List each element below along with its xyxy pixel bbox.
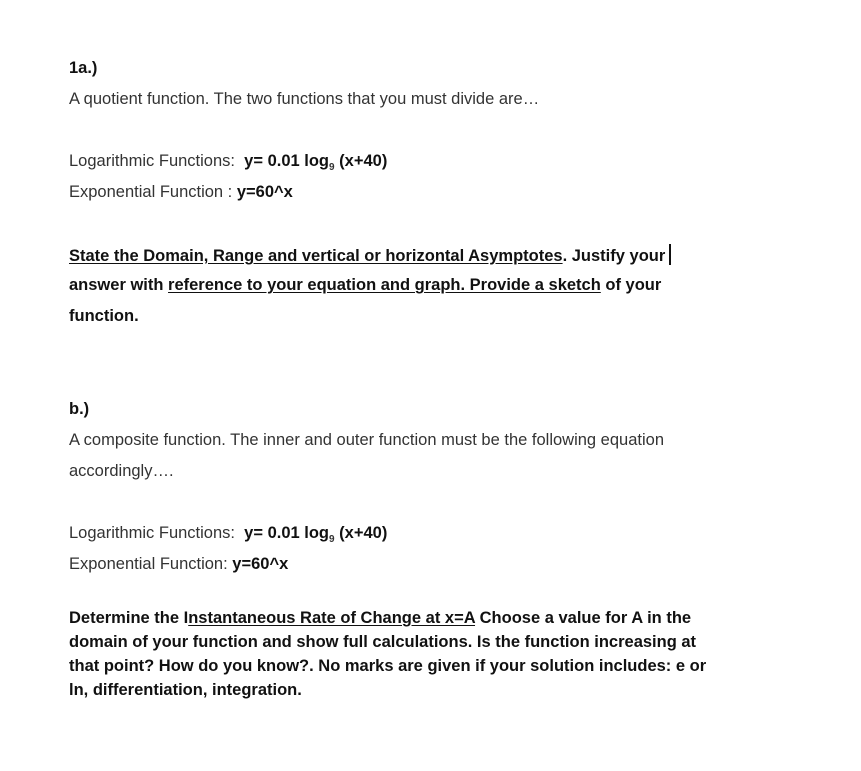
exp-equation: y=60^x [232,555,289,573]
log-base: 9 [329,534,335,545]
part-b-task-line-1 [69,608,691,628]
task-underlined-1: nstantaneous Rate of Change at x=A [188,609,476,627]
task-text-2: answer with [69,276,169,294]
part-b-intro-line-2: accordingly…. [69,462,174,480]
part-b-heading: b.) [69,400,90,418]
part-a-exp-function [69,182,293,202]
part-b-task-line-4: ln, differentiation, integration. [69,681,302,699]
exp-equation: y=60^x [236,183,293,201]
part-a-intro: A quotient function. The two functions that you must divide are… [69,90,540,108]
task-underlined-2: reference to your equation and graph. Provide a sketch [168,276,601,294]
exp-label: Exponential Function : [69,183,233,201]
part-b-intro-line-1: A composite function. The inner and outer function must be the following equation [69,431,664,449]
part-a-task-line-2 [69,275,661,295]
task-text-3: of your [600,276,662,294]
part-b-log-function [69,523,387,546]
part-a-task-line-1 [69,244,671,266]
log-base: 9 [329,162,335,173]
task-underlined-1: State the Domain, Range and vertical or horizontal Asymptotes [69,247,563,265]
log-equation-prefix: y= 0.01 log [244,152,330,170]
part-a-task-line-3: function. [69,307,139,325]
part-a-heading: 1a.) [69,59,98,77]
part-b-task-line-2: domain of your function and show full calculations. Is the function increasing at [69,633,697,651]
task-text-2: Choose a value for A in the [475,609,692,627]
log-label: Logarithmic Functions: [69,152,235,170]
log-equation-prefix: y= 0.01 log [244,524,330,542]
text-cursor [669,244,671,265]
part-a-log-function [69,151,387,174]
log-equation-suffix: (x+40) [339,152,388,170]
log-label: Logarithmic Functions: [69,524,235,542]
part-b-exp-function [69,554,288,574]
exp-label: Exponential Function: [69,555,228,573]
log-equation-suffix: (x+40) [339,524,388,542]
task-text-1: Determine the I [69,609,189,627]
part-b-task-line-3: that point? How do you know?. No marks are given if your solution includes: e or [69,657,707,675]
task-text-1: . Justify your [562,247,666,265]
